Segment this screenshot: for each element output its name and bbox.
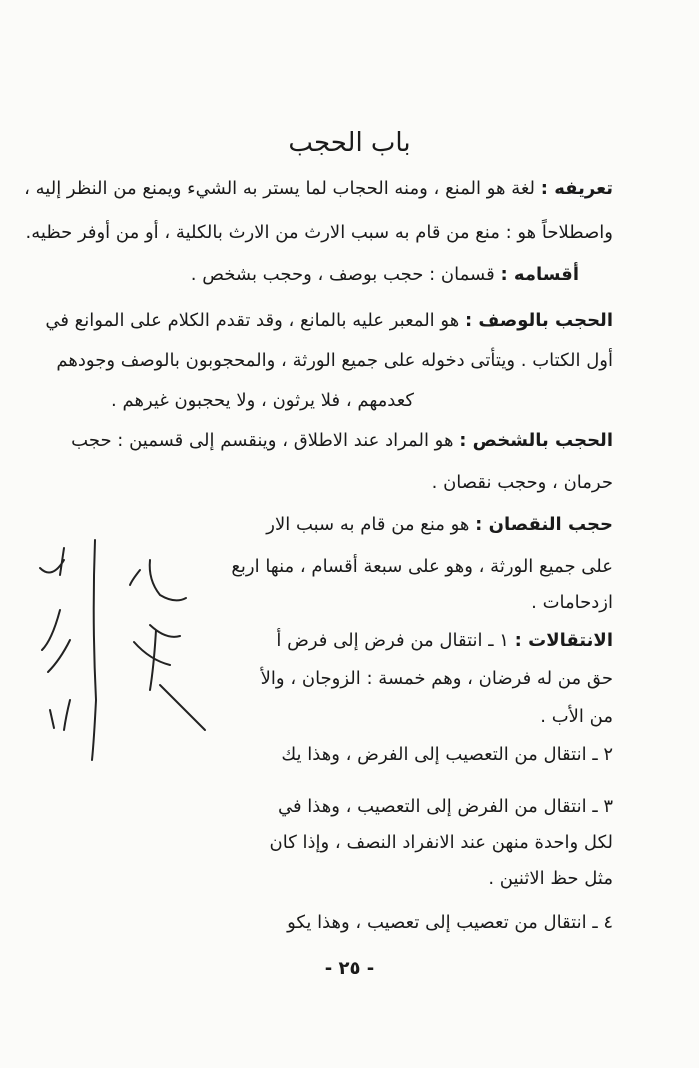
transitions-text-1: ١ ـ انتقال من فرض إلى فرض أ [276, 630, 509, 651]
transition-3-line-2: لكل واحدة منهن عند الانفراد النصف ، وإذا كان [269, 832, 613, 853]
descriptive-term: الحجب بالوصف : [464, 310, 613, 331]
transitions-line-3: من الأب . [540, 706, 613, 727]
personal-term: الحجب بالشخص : [459, 430, 613, 451]
transition-3-line-3: مثل حظ الاثنين . [488, 868, 613, 889]
definition-line-2: واصطلاحاً هو : منع من قام به سبب الارث من الارث بالكلية ، أو من أوفر حظيه. [25, 222, 613, 243]
transitions-term: الانتقالات : [514, 630, 613, 651]
reduction-text-1: هو منع من قام به سبب الار [266, 514, 470, 535]
transition-3-line-1: ٣ ـ انتقال من الفرض إلى التعصيب ، وهذا في [277, 796, 613, 817]
definition-text-1: لغة هو المنع ، ومنه الحجاب لما يستر به الشيء ويمنع من النظر إليه ، [24, 178, 536, 199]
descriptive-line-2: أول الكتاب . ويتأتى دخوله على جميع الورثة ، والمحجوبون بالوصف وجودهم [56, 350, 613, 371]
chapter-title: باب الحجب [288, 128, 411, 158]
reduction-line-3: ازدحامات . [531, 592, 613, 613]
definition-term: تعريفه : [540, 178, 613, 199]
transitions-line-2: حق من له فرضان ، وهم خمسة : الزوجان ، والأ [260, 668, 613, 689]
reduction-term: حجب النقصان : [475, 514, 613, 535]
types-text: قسمان : حجب بوصف ، وحجب بشخص . [190, 264, 495, 285]
personal-text-1: هو المراد عند الاطلاق ، وينقسم إلى قسمين : حجب [71, 430, 454, 451]
page-number: - ٢٥ - [324, 958, 375, 979]
types-term: أقسامه : [500, 264, 579, 285]
descriptive-line-3: كعدمهم ، فلا يرثون ، ولا يحجبون غيرهم . [111, 390, 414, 411]
transition-4-line: ٤ ـ انتقال من تعصيب إلى تعصيب ، وهذا يكو [287, 912, 613, 933]
transition-2-line: ٢ ـ انتقال من التعصيب إلى الفرض ، وهذا يك [281, 744, 613, 765]
descriptive-text-1: هو المعبر عليه بالمانع ، وقد تقدم الكلام على الموانع في [45, 310, 460, 331]
personal-line-2: حرمان ، وحجب نقصان . [431, 472, 613, 493]
reduction-line-2: على جميع الورثة ، وهو على سبعة أقسام ، منها اربع [231, 556, 613, 577]
